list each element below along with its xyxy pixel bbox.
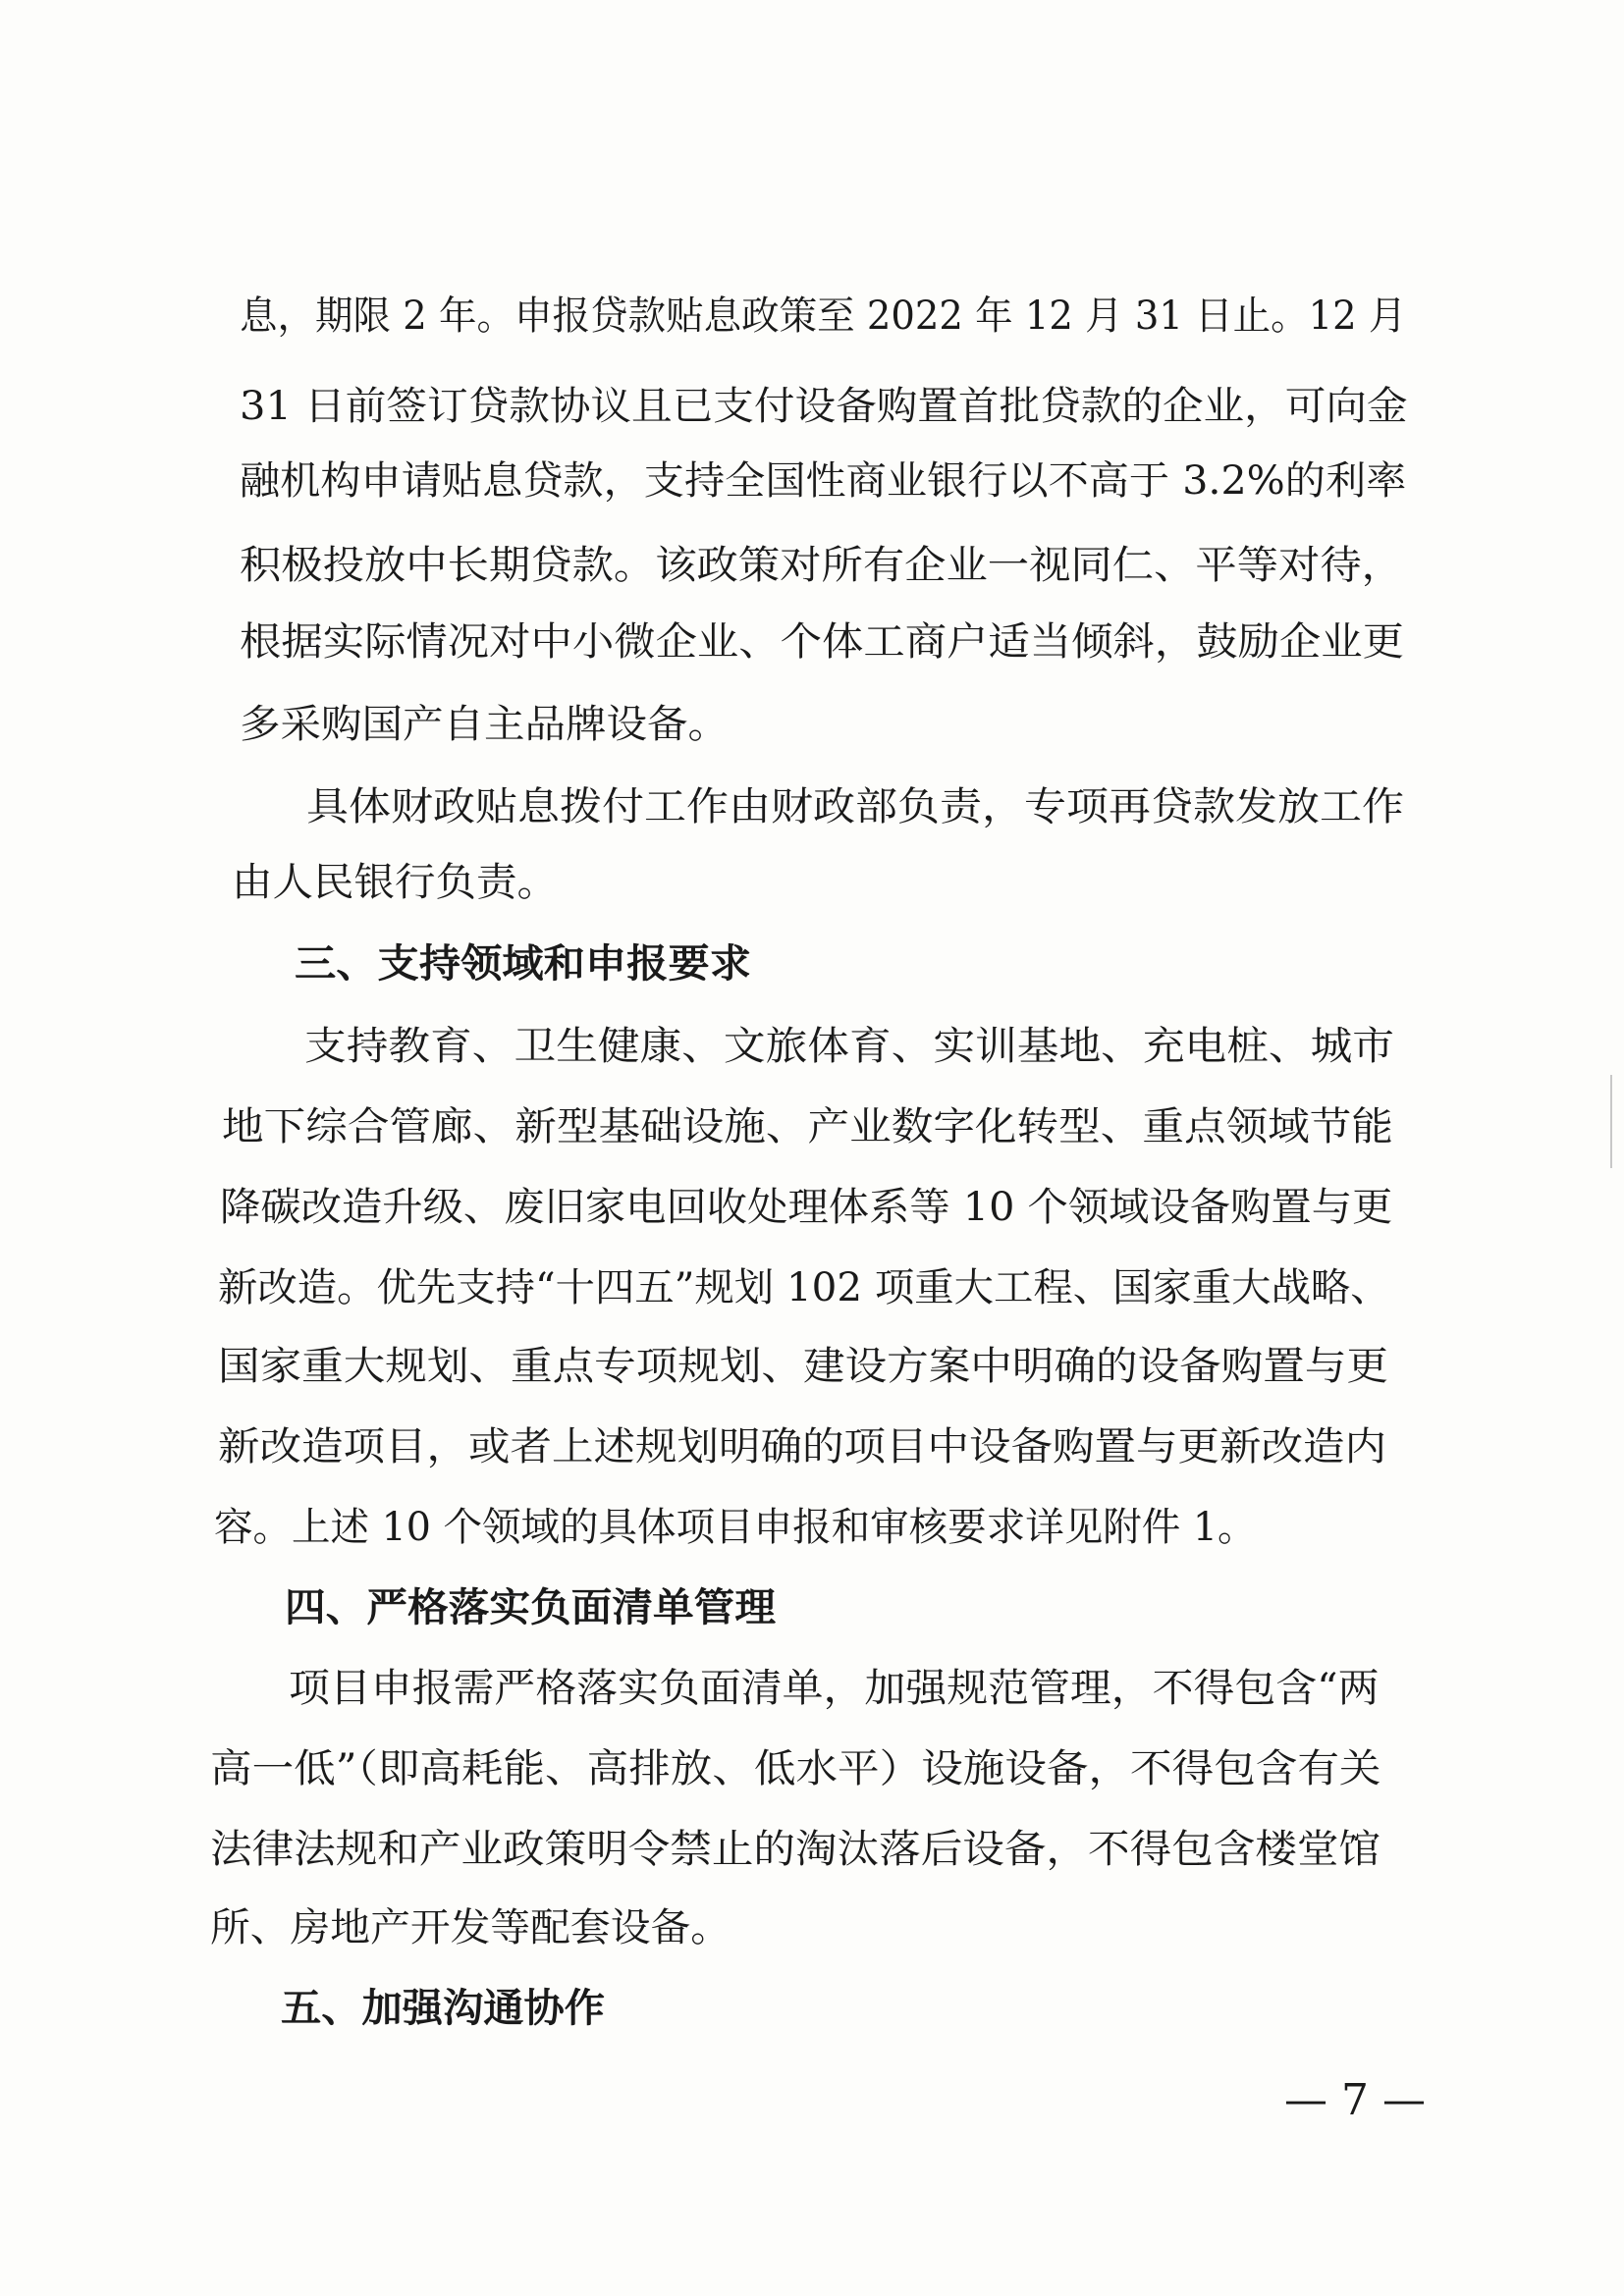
section-heading: 四、严格落实负面清单管理 <box>285 1585 776 1630</box>
body-line: 31 日前签订贷款协议且已支付设备购置首批贷款的企业，可向金 <box>240 384 1408 429</box>
body-line: 国家重大规划、重点专项规划、建设方案中明确的设备购置与更 <box>218 1344 1388 1389</box>
body-line: 多采购国产自主品牌设备。 <box>240 702 729 747</box>
body-line: 新改造。优先支持“十四五”规划 102 项重大工程、国家重大战略、 <box>218 1265 1390 1310</box>
body-line: 积极投放中长期贷款。该政策对所有企业一视同仁、平等对待， <box>240 543 1403 588</box>
section-heading: 五、加强沟通协作 <box>281 1986 605 2031</box>
page-number: — 7 — <box>1284 2075 1426 2125</box>
body-line: 高一低”（即高耗能、高排放、低水平）设施设备，不得包含有关 <box>210 1746 1381 1791</box>
body-line: 支持教育、卫生健康、文旅体育、实训基地、充电桩、城市 <box>304 1024 1394 1069</box>
body-line: 容。上述 10 个领域的具体项目申报和审核要求详见附件 1。 <box>214 1505 1257 1550</box>
body-line: 融机构申请贴息贷款，支持全国性商业银行以不高于 3.2%的利率 <box>240 458 1407 504</box>
body-line: 根据实际情况对中小微企业、个体工商户适当倾斜，鼓励企业更 <box>240 619 1404 665</box>
body-line: 由人民银行负责。 <box>232 860 558 905</box>
body-line: 所、房地产开发等配套设备。 <box>210 1905 731 1950</box>
body-line: 新改造项目，或者上述规划明确的项目中设备购置与更新改造内 <box>218 1424 1386 1469</box>
section-heading: 三、支持领域和申报要求 <box>295 941 751 987</box>
body-line: 息，期限 2 年。申报贷款贴息政策至 2022 年 12 月 31 日止。12 月 <box>240 294 1407 339</box>
body-line: 具体财政贴息拨付工作由财政部负责，专项再贷款发放工作 <box>306 784 1404 829</box>
scan-edge-mark <box>1610 1075 1612 1168</box>
body-line: 降碳改造升级、废旧家电回收处理体系等 10 个领域设备购置与更 <box>220 1185 1393 1230</box>
body-line: 地下综合管廊、新型基础设施、产业数字化转型、重点领域节能 <box>222 1104 1393 1149</box>
body-line: 法律法规和产业政策明令禁止的淘汰落后设备，不得包含楼堂馆 <box>210 1827 1380 1872</box>
body-line: 项目申报需严格落实负面清单，加强规范管理，不得包含“两 <box>289 1666 1380 1711</box>
